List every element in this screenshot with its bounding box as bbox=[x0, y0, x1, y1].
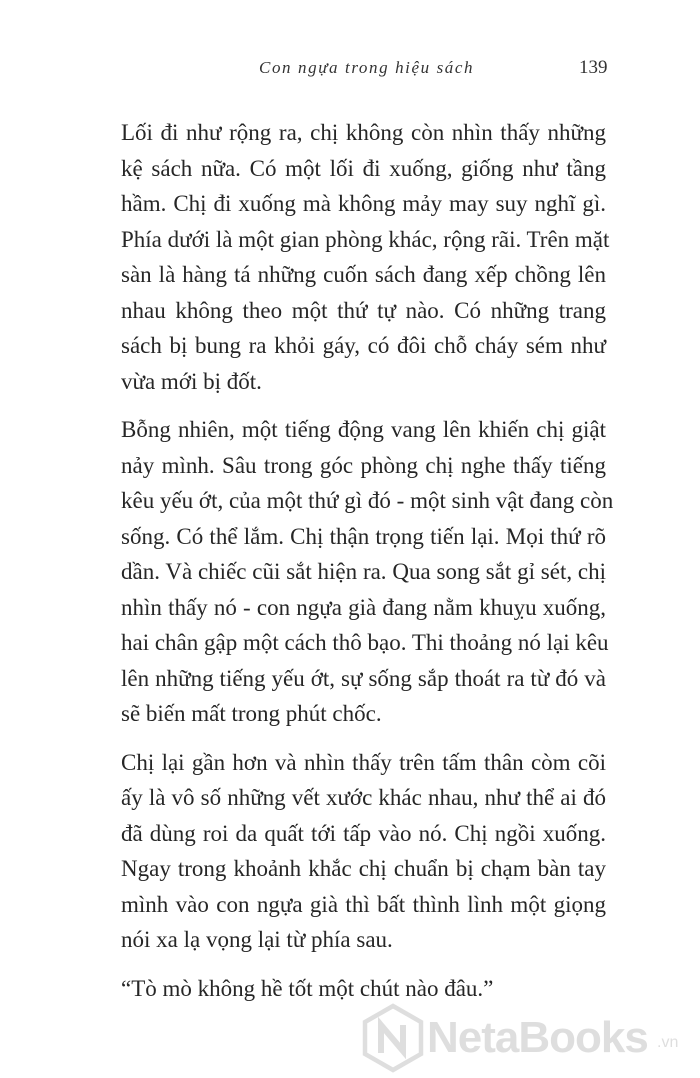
text-line: vừa mới bị đốt. bbox=[121, 368, 262, 394]
text-line: mình vào con ngựa già thì bất thình lình một giọng bbox=[121, 891, 606, 917]
watermark bbox=[361, 1003, 691, 1073]
watermark-brand: NetaBooks bbox=[427, 1013, 648, 1062]
text-line: sách bị bung ra khỏi gáy, có đôi chỗ cháy sém như bbox=[121, 333, 606, 358]
text-line: Chị lại gần hơn và nhìn thấy trên tấm thân còm cõi bbox=[121, 749, 606, 775]
text-line: “Tò mò không hề tốt một chút nào đâu.” bbox=[121, 975, 494, 1001]
text-line: sàn là hàng tá những cuốn sách đang xếp chồng lên bbox=[121, 262, 606, 287]
running-title: Con ngựa trong hiệu sách bbox=[259, 58, 475, 77]
text-line: lên những tiếng yếu ớt, sự sống sắp thoát ra từ đó và bbox=[121, 665, 606, 691]
text-line: hai chân gập một cách thô bạo. Thi thoảng nó lại kêu bbox=[121, 630, 609, 655]
text-line: Ngay trong khoảnh khắc chị chuẩn bị chạm bàn tay bbox=[121, 856, 606, 881]
paragraph bbox=[121, 971, 606, 1007]
text-line: sẽ biến mất trong phút chốc. bbox=[121, 701, 382, 726]
text-line: nói xa lạ vọng lại từ phía sau. bbox=[121, 927, 393, 952]
text-line: nhau không theo một thứ tự nào. Có những trang bbox=[121, 297, 606, 323]
text-line: dần. Và chiếc cũi sắt hiện ra. Qua song sắt gỉ sét, chị bbox=[121, 559, 606, 584]
text-line: sống. Có thể lắm. Chị thận trọng tiến lại. Mọi thứ rõ bbox=[121, 523, 606, 549]
text-line: Lối đi như rộng ra, chị không còn nhìn thấy những bbox=[121, 120, 606, 145]
text-line: kệ sách nữa. Có một lối đi xuống, giống như tầng bbox=[121, 155, 606, 181]
text-line: nhìn thấy nó - con ngựa già đang nằm khuỵu xuống, bbox=[121, 594, 606, 620]
text-line: nảy mình. Sâu trong góc phòng chị nghe thấy tiếng bbox=[121, 452, 606, 478]
running-header bbox=[0, 54, 700, 84]
netabooks-logo-icon bbox=[361, 1003, 425, 1073]
text-line: Bỗng nhiên, một tiếng động vang lên khiến chị giật bbox=[121, 417, 606, 442]
text-line: kêu yếu ớt, của một thứ gì đó - một sinh vật đang còn bbox=[121, 488, 614, 513]
watermark-suffix: .vn bbox=[657, 1034, 679, 1051]
paragraph bbox=[121, 115, 610, 399]
body-text bbox=[121, 115, 614, 1019]
text-line: Phía dưới là một gian phòng khác, rộng rãi. Trên mặt bbox=[121, 226, 610, 252]
paragraph bbox=[121, 745, 606, 958]
page-number: 139 bbox=[579, 57, 608, 78]
text-line: ấy là vô số những vết xước khác nhau, như thể ai đó bbox=[121, 785, 606, 810]
paragraph bbox=[121, 412, 614, 732]
text-line: đã dùng roi da quất tới tấp vào nó. Chị ngồi xuống. bbox=[121, 820, 606, 846]
text-line: hầm. Chị đi xuống mà không mảy may suy nghĩ gì. bbox=[121, 191, 606, 216]
